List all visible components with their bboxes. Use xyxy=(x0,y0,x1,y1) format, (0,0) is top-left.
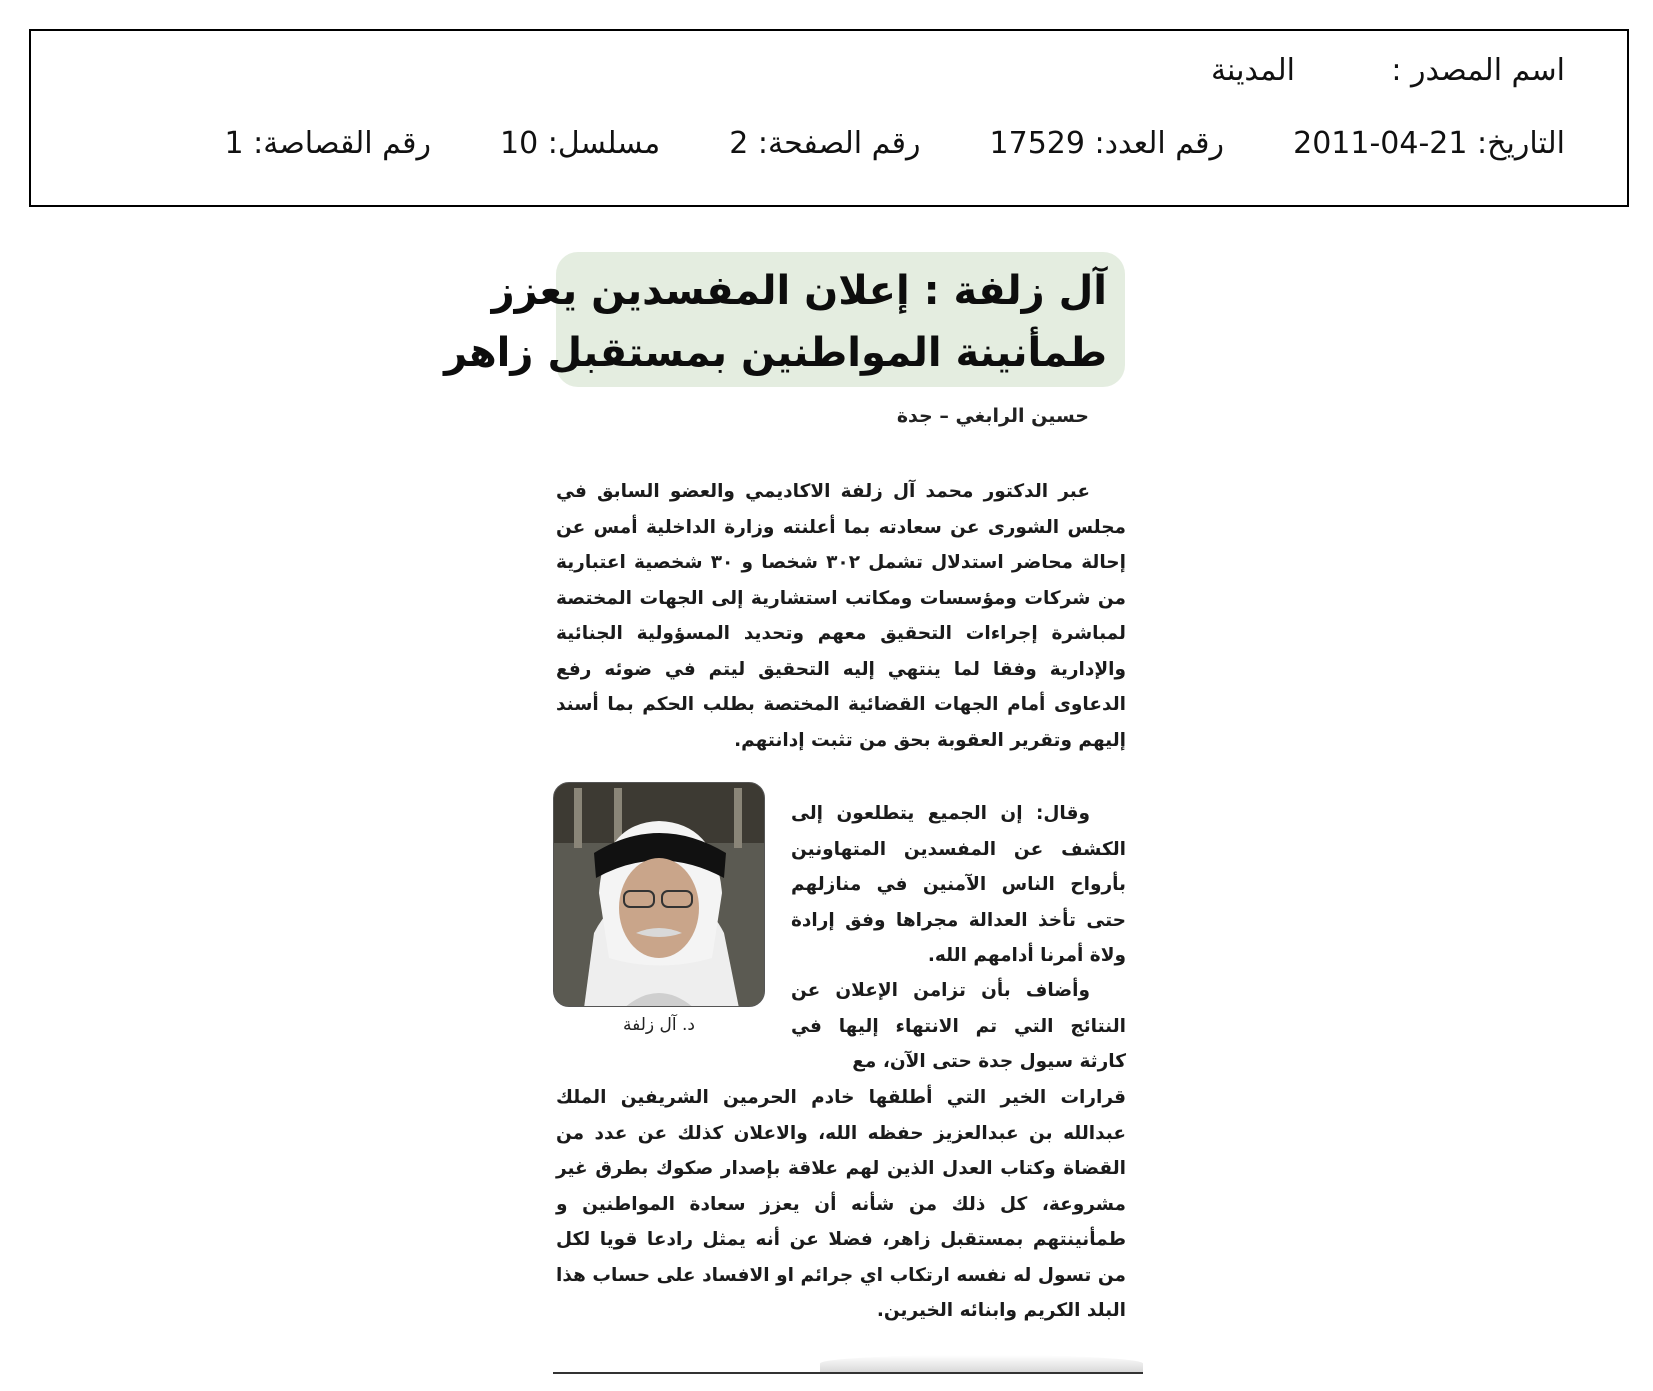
source-label: اسم المصدر : xyxy=(1391,53,1565,88)
details-line xyxy=(225,126,1566,161)
clip-value: 1 xyxy=(224,126,244,161)
bottom-rule xyxy=(553,1372,1143,1374)
headline-box xyxy=(444,252,1125,387)
portrait-illustration xyxy=(554,783,765,1007)
byline: حسين الرابغي – جدة xyxy=(896,405,1089,427)
portrait-photo xyxy=(553,782,765,1007)
clipping-metadata-box xyxy=(29,29,1629,207)
headline-line-2: طمأنينة المواطنين بمستقبل زاهر xyxy=(444,330,1107,376)
issue-value: 17529 xyxy=(989,126,1085,161)
photo-caption: د. آل زلفة xyxy=(623,1015,695,1035)
paragraph-2: وقال: إن الجميع يتطلعون إلى الكشف عن المفسدين المتهاونين بأرواح الناس الآمنين في منازلهم حتى تأخذ العدالة مجراها وفق إرادة ولاة أمرنا أدامهم الله. xyxy=(791,803,1126,966)
paragraph-3-end: قرارات الخير التي أطلقها خادم الحرمين الشريفين الملك عبدالله بن عبدالعزيز حفظه الله، والاعلان كذلك عن عدد من القضاة وكتاب العدل الذين لهم علاقة بإصدار صكوك بطرق غير مشروعة، كل ذلك من شأنه أن يعزز سعادة المواطنين و طمأنينتهم بمستقبل زاهر، فضلا عن أنه يمثل رادعا قويا لكل من تسول له نفسه ارتكاب اي جرائم او الافساد على حساب هذا البلد الكريم وابنائه الخيرين. xyxy=(556,1087,1126,1321)
paragraph-3-start: وأضاف بأن تزامن الإعلان عن النتائج التي تم الانتهاء إليها في كارثة سيول جدة حتى الآن، مع xyxy=(791,980,1126,1072)
source-value: المدينة xyxy=(1210,53,1295,88)
date-value: 2011-04-21 xyxy=(1293,126,1468,161)
headline-line-1: آل زلفة : إعلان المفسدين يعزز xyxy=(491,268,1107,314)
page-label: رقم الصفحة: xyxy=(757,126,921,161)
serial-value: 10 xyxy=(500,126,539,161)
bottom-shadow xyxy=(820,1355,1143,1372)
date-label: التاريخ: xyxy=(1477,126,1565,161)
clip-label: رقم القصاصة: xyxy=(253,126,431,161)
source-line xyxy=(1211,53,1565,88)
paragraph-1: عبر الدكتور محمد آل زلفة الاكاديمي والعضو السابق في مجلس الشورى عن سعادته بما أعلنته وزارة الداخلية أمس عن إحالة محاضر استدلال تشمل ٣٠٢ شخصا و ٣٠ شخصية اعتبارية من شركات ومؤسسات ومكاتب استشارية إلى الجهات المختصة لمباشرة إجراءات التحقيق معهم وتحديد المسؤولية الجنائية والإدارية وفقا لما ينتهي إليه التحقيق ليتم في ضوئه رفع الدعاوى أمام الجهات القضائية المختصة بطلب الحكم بما أسند إليهم وتقرير العقوبة بحق من تثبت إدانتهم. xyxy=(556,481,1126,751)
issue-label: رقم العدد: xyxy=(1094,126,1225,161)
page-value: 2 xyxy=(729,126,749,161)
serial-label: مسلسل: xyxy=(547,126,661,161)
